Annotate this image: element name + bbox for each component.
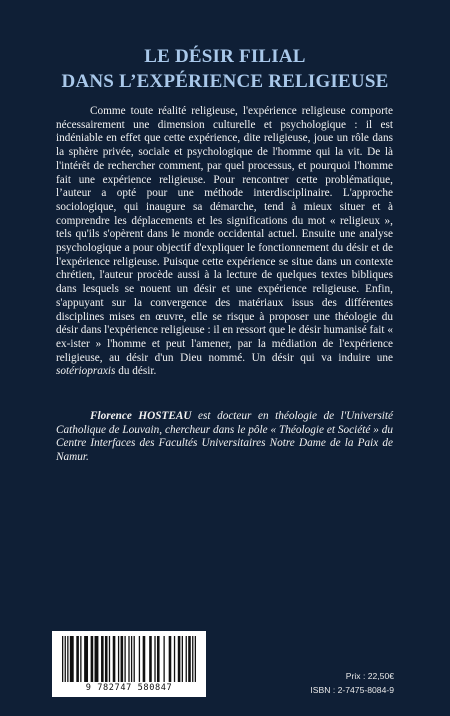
barcode-bars bbox=[60, 636, 198, 682]
barcode-bar bbox=[80, 636, 81, 682]
barcode-bar bbox=[195, 636, 196, 682]
barcode-bar bbox=[174, 636, 175, 682]
barcode-bar bbox=[182, 636, 183, 682]
barcode-bar bbox=[139, 636, 140, 682]
barcode-bar bbox=[113, 636, 116, 682]
barcode-bar bbox=[95, 636, 99, 682]
barcode-number: 9 782747 580847 bbox=[85, 683, 173, 693]
barcode-bar bbox=[157, 636, 160, 682]
barcode-bar bbox=[131, 636, 132, 682]
barcode-bar bbox=[105, 636, 108, 682]
barcode-bar bbox=[118, 636, 119, 682]
barcode-bar bbox=[149, 636, 152, 682]
summary-text-main: Comme toute réalité religieuse, l'expérience religieuse comporte nécessairement une dimension culturelle et psychologique : il est indéniable en effet que cette expérience, dite religieuse, joue un rôle dans la sphère privée, sociale et psychologique de l'homme qui la vit. De là l'intérêt de rechercher comment, par quel processus, et pourquoi l'homme fait une expérience religieuse. Pour rencontrer cette problématique, l’auteur a opté pour une méthode interdisciplinaire. L'approche sociologique, qui inaugure sa démarche, tend à mieux situer et à comprendre les déplacements et les significations du mot « religieux », tels qu'ils s'opèrent dans le monde occidental actuel. Ensuite une analyse psychologique a pour objectif d'expliquer le fonctionnement du désir et de l'expérience religieuse. Puisque cette expérience se situe dans un contexte chrétien, l'auteur procède aussi à la lecture de quelques textes bibliques dans lesquels se nouent un désir et une expérience religieuse. Enfin, s'appuyant sur la convergence des matériaux issus des différentes disciplines mises en œuvre, elle se risque à proposer une théologie du désir dans l'expérience religieuse : il en ressort que le désir humanisé fait « ex-ister » l'homme et peut l'amener, par la médiation de l'expérience religieuse, au désir d'un Dieu nommé. Un désir qui va induire une bbox=[56, 105, 393, 364]
barcode-bar bbox=[188, 636, 191, 682]
barcode-bar bbox=[192, 636, 193, 682]
summary-text-end: du désir. bbox=[115, 365, 157, 378]
barcode-bar bbox=[62, 636, 63, 682]
barcode-bar bbox=[76, 636, 79, 682]
summary-emphasis: sotériopraxis bbox=[56, 365, 116, 378]
author-bio bbox=[56, 410, 393, 465]
barcode-bar bbox=[121, 636, 124, 682]
barcode-bar bbox=[169, 636, 172, 682]
barcode bbox=[52, 631, 206, 697]
barcode-bar bbox=[84, 636, 88, 682]
book-summary bbox=[56, 105, 393, 379]
book-title-line-1: LE DÉSIR FILIAL bbox=[144, 46, 306, 67]
barcode-bar bbox=[134, 636, 135, 682]
barcode-bar bbox=[91, 636, 94, 682]
book-title-line-2: DANS L’EXPÉRIENCE RELIGIEUSE bbox=[61, 71, 389, 92]
barcode-bar bbox=[109, 636, 110, 682]
isbn-label: ISBN : 2-7475-8084-9 bbox=[310, 685, 394, 695]
barcode-bar bbox=[154, 636, 155, 682]
author-bio-text: est docteur en théologie de l'Université Catholique de Louvain, chercheur dans le pôle « Théologie et Société » du Centre Interfaces des Facultés Universitaires Notre Dame de la Paix de Namur. bbox=[56, 410, 393, 464]
barcode-bar bbox=[178, 636, 181, 682]
barcode-bar bbox=[186, 636, 187, 682]
barcode-bar bbox=[143, 636, 146, 682]
barcode-bar bbox=[67, 636, 68, 682]
book-title bbox=[0, 44, 450, 94]
barcode-bar bbox=[128, 636, 129, 682]
price-label: Prix : 22,50€ bbox=[345, 671, 394, 681]
barcode-bar bbox=[124, 636, 125, 682]
barcode-bar bbox=[101, 636, 104, 682]
author-name: Florence HOSTEAU bbox=[90, 410, 192, 422]
barcode-bar bbox=[70, 636, 74, 682]
barcode-bar bbox=[163, 636, 164, 682]
barcode-bar bbox=[65, 636, 66, 682]
